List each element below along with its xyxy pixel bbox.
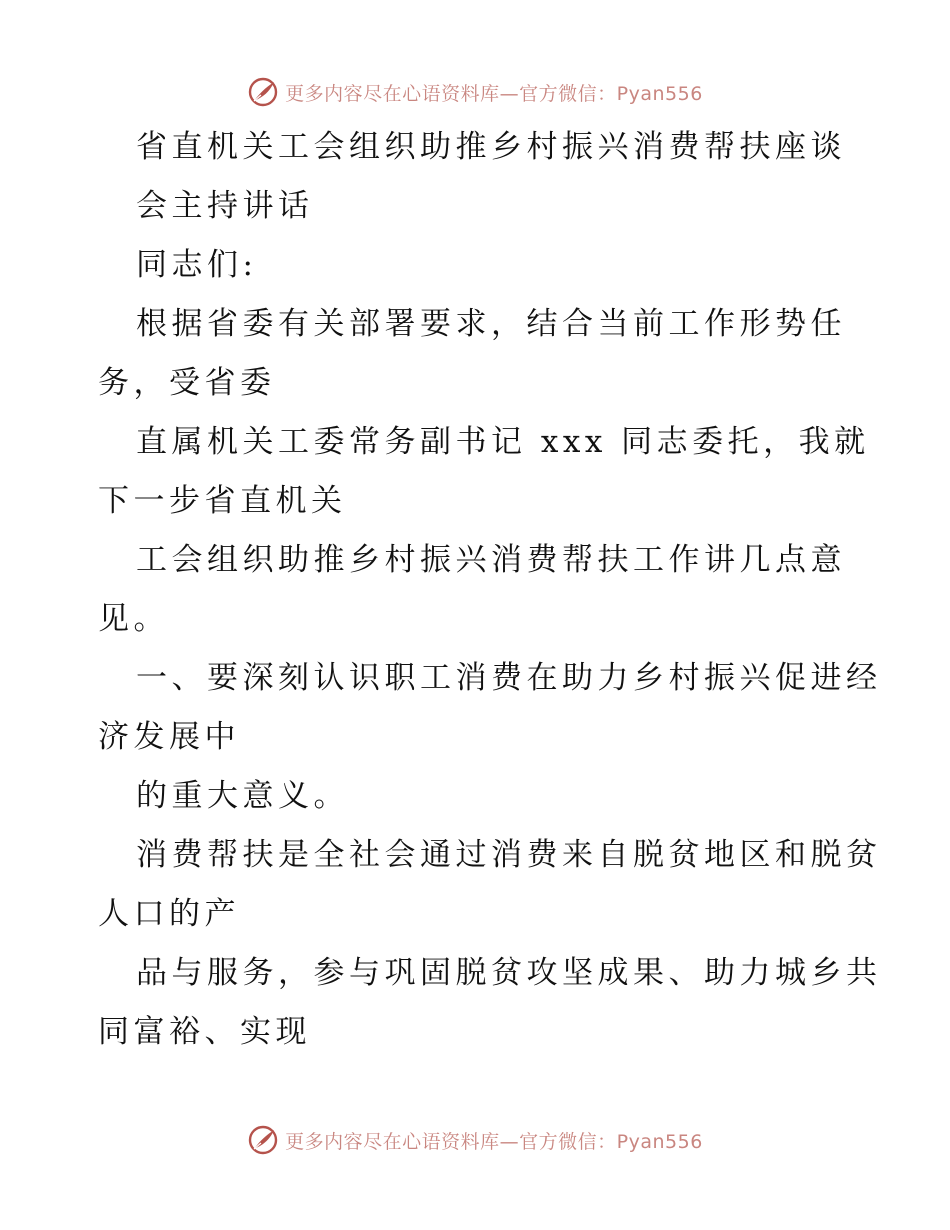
document-body [98, 118, 882, 1062]
text-line: 品与服务，参与巩固脱贫攻坚成果、助力城乡共 [136, 955, 882, 991]
text-line: 同富裕、实现 [98, 1014, 311, 1050]
text-line: 消费帮扶是全社会通过消费来自脱贫地区和脱贫 [136, 837, 882, 873]
text-line: 下一步省直机关 [98, 483, 347, 519]
text-line: 人口的产 [98, 896, 240, 932]
text-line: 工会组织助推乡村振兴消费帮扶工作讲几点意 [136, 542, 846, 578]
text-line: 务，受省委 [98, 365, 276, 401]
watermark-text: 更多内容尽在心语资料库—官方微信：Pyan556 [285, 1130, 703, 1153]
text-line: 会主持讲话 [136, 188, 314, 224]
text-line: 同志们: [136, 247, 258, 283]
text-line: 省直机关工会组织助推乡村振兴消费帮扶座谈 [136, 129, 846, 165]
watermark-text: 更多内容尽在心语资料库—官方微信：Pyan556 [285, 82, 703, 105]
footer-watermark [0, 1120, 950, 1160]
header-watermark [0, 72, 950, 112]
text-line: 根据省委有关部署要求，结合当前工作形势任 [136, 306, 846, 342]
text-line: 一、要深刻认识职工消费在助力乡村振兴促进经 [136, 660, 882, 696]
text-line: 的重大意义。 [136, 778, 349, 814]
text-line: 见。 [98, 601, 169, 637]
quill-pen-emblem-icon [247, 76, 279, 108]
text-line: 济发展中 [98, 719, 240, 755]
quill-pen-emblem-icon [247, 1124, 279, 1156]
text-line: 直属机关工委常务副书记 xxx 同志委托，我就 [136, 424, 870, 460]
